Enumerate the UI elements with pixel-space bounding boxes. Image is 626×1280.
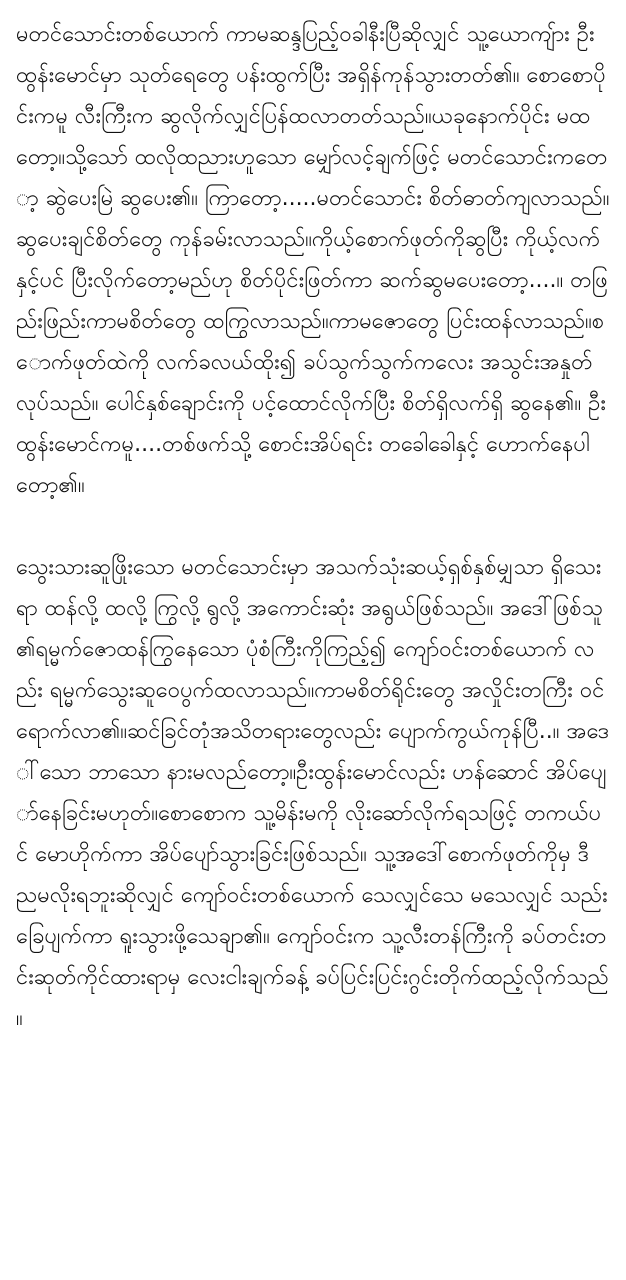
paragraph-2: သွေးသားဆူဖြိုးသော မတင်သောင်းမှာ အသက်သုံးဆယ့်ရှစ်နှစ်မျှသာ ရှိသေးရာ ထန်လို့ ထလို့ ကြွလို့ ရွလို့ အကောင်းဆုံး အရွယ်ဖြစ်သည်။ အဒေါ်ဖြစ်သူ၏ရမ္မက်ဇောထန်ကြွနေသော ပုံစံကြီးကိုကြည့်၍ ကျော်ဝင်းတစ်ယောက် လည်း ရမ္မက်သွေးဆူဝေပွက်ထလာသည်။ကာမစိတ်ရိုင်းတွေ အလှိုင်းတကြီး ဝင်ရောက်လာ၏။ဆင်ခြင်တုံအသိတရားတွေလည်း ပျောက်ကွယ်ကုန်ပြီ..။ အဒေါ်သော ဘာသော နားမလည်တော့။ဦးထွန်းမောင်လည်း ဟန်ဆောင် အိပ်ပျော်နေခြင်းမဟုတ်။စောစောက သူ့မိန်းမကို လိုးဆော်လိုက်ရသဖြင့် တကယ်ပင် မောဟိုက်ကာ အိပ်ပျော်သွားခြင်းဖြစ်သည်။ သူ့အဒေါ်စောက်ဖုတ်ကိုမှ ဒီညမလိုးရဘူးဆိုလျှင် ကျော်ဝင်းတစ်ယောက် သေလျှင်သေ မသေလျှင် သည်းခြေပျက်ကာ ရူးသွားဖို့သေချာ၏။ ကျော်ဝင်းက သူ့လီးတန်ကြီးကို ခပ်တင်းတင်းဆုတ်ကိုင်ထားရာမှ လေးငါးချက်ခန့် ခပ်ပြင်းပြင်းဂွင်းတိုက်ထည့်လိုက်သည်။ <box>16 555 610 1031</box>
paragraph-spacer <box>16 506 610 547</box>
paragraph-1: မတင်သောင်းတစ်ယောက် ကာမဆန္ဒပြည့်ဝခါနီးပြီဆိုလျှင် သူ့ယောကျ်ား ဦးထွန်းမောင်မှာ သုတ်ရေတွေ ပန်းထွက်ပြီး အရှိန်ကုန်သွားတတ်၏။ စောစောပိုင်းကမူ လီးကြီးက ဆွလိုက်လျှင်ပြန်ထလာတတ်သည်။ယခုနောက်ပိုင်း မထတော့။သို့သော် ထလိုထညားဟူသော မျှော်လင့်ချက်ဖြင့် မတင်သောင်းကတော့ ဆွဲပေးမြဲ ဆွပေး၏။ ကြာတော့.....မတင်သောင်း စိတ်ဓာတ်ကျလာသည်။ဆွပေးချင်စိတ်တွေ ကုန်ခမ်းလာသည်။ကိုယ့်စောက်ဖုတ်ကိုဆွပြီး ကိုယ့်လက်နှင့်ပင် ပြီးလိုက်တော့မည်ဟု စိတ်ပိုင်းဖြတ်ကာ ဆက်ဆွမပေးတော့....။ တဖြည်းဖြည်းကာမစိတ်တွေ ထကြွလာသည်။ကာမဇောတွေ ပြင်းထန်လာသည်။စောက်ဖုတ်ထဲကို လက်ခလယ်ထိုး၍ ခပ်သွက်သွက်ကလေး အသွင်းအနှုတ်လုပ်သည်။ ပေါင်နှစ်ချောင်းကို ပင့်ထောင်လိုက်ပြီး စိတ်ရှိလက်ရှိ ဆွနေ၏။ ဦးထွန်းမောင်ကမူ....တစ်ဖက်သို့ စောင်းအိပ်ရင်း တခေါခေါနှင့် ဟောက်နေပါတော့၏။ <box>16 22 610 498</box>
